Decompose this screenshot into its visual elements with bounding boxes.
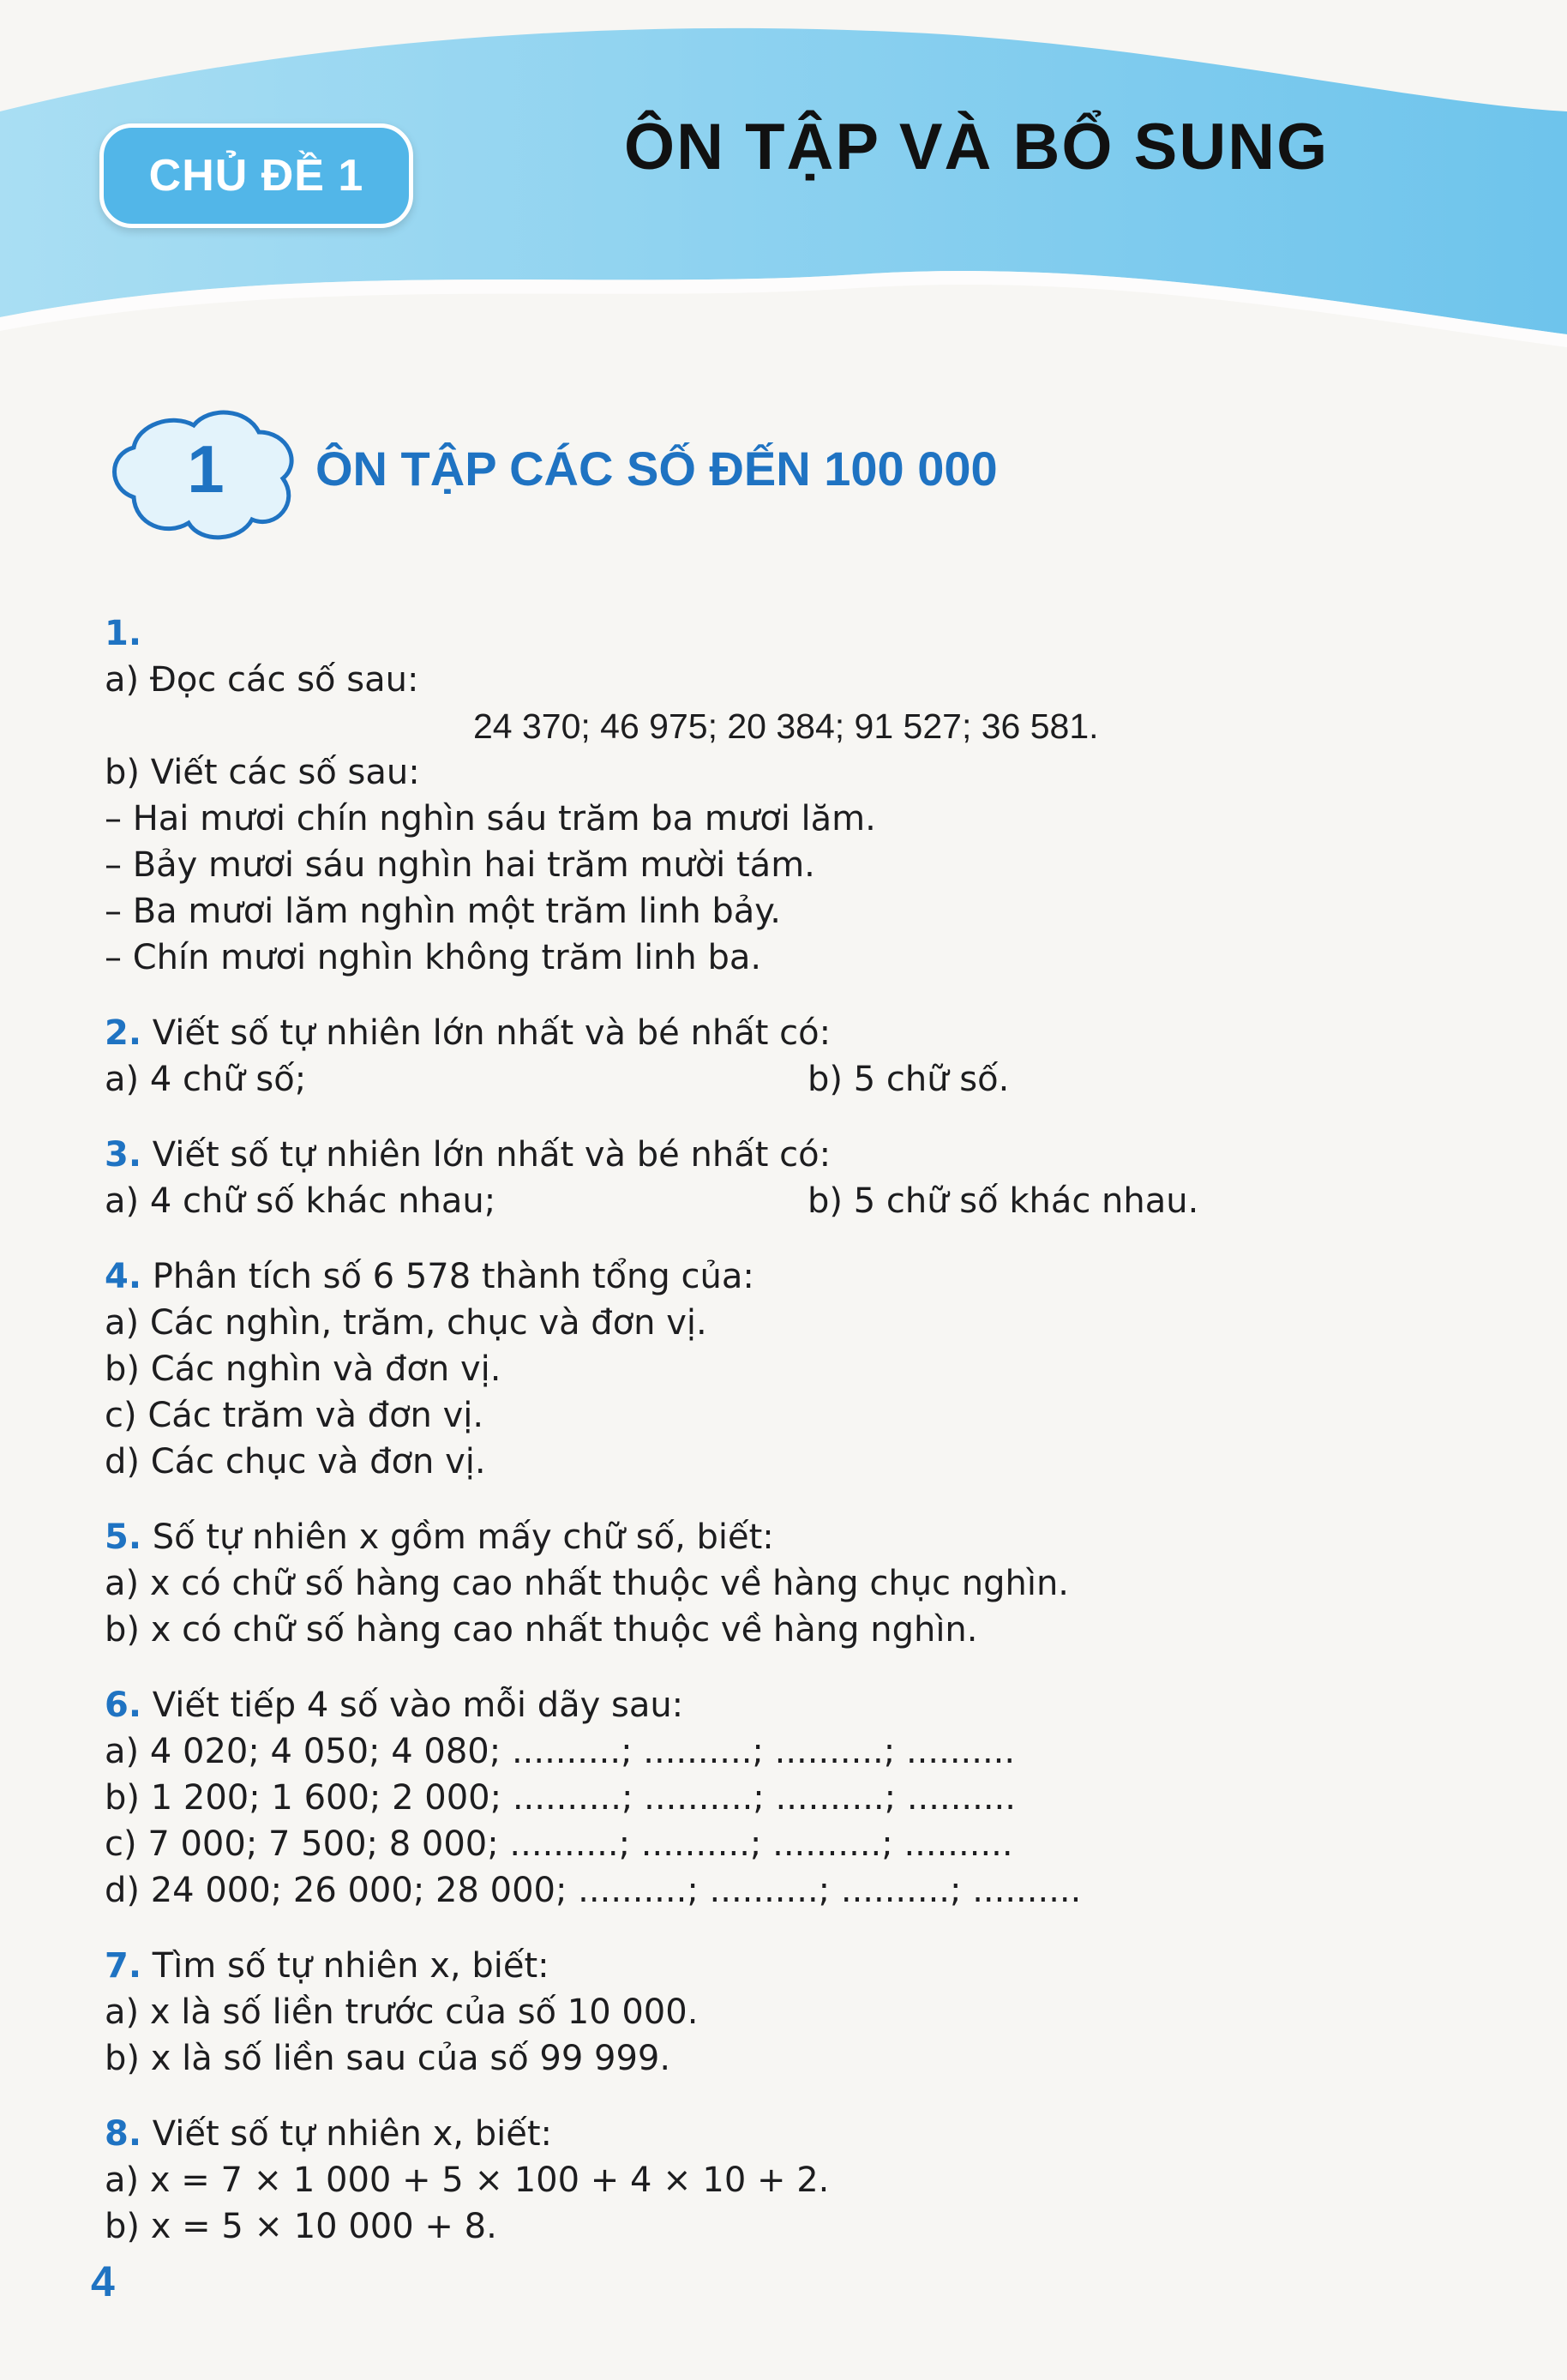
lesson-number: 1 [187, 431, 225, 507]
exercise-3 [105, 1132, 1442, 1224]
list-item: c) Các trăm và đơn vị. [105, 1396, 484, 1435]
exercise-2 [105, 1010, 1442, 1103]
exercise-number: 1. [105, 614, 142, 653]
exercise-prompt: Tìm số tự nhiên x, biết: [141, 1946, 549, 1986]
exercise-part: b) 5 chữ số khác nhau. [808, 1181, 1199, 1221]
chapter-badge: CHỦ ĐỀ 1 [99, 123, 413, 228]
exercise-part: a) 4 chữ số; [105, 1060, 307, 1099]
exercise-prompt: Viết số tự nhiên lớn nhất và bé nhất có: [141, 1013, 832, 1053]
exercise-number: 2. [105, 1013, 142, 1053]
exercise-5 [105, 1514, 1442, 1653]
exercise-number: 7. [105, 1946, 142, 1986]
list-item: b) Các nghìn và đơn vị. [105, 1349, 501, 1389]
exercise-number: 5. [105, 1518, 142, 1557]
exercise-part: a) 4 chữ số khác nhau; [105, 1181, 496, 1221]
list-item: – Chín mươi nghìn không trăm linh ba. [105, 938, 762, 977]
list-item: a) 4 020; 4 050; 4 080; ..........; ..........; ..........; .......... [105, 1732, 1016, 1771]
exercise-number: 8. [105, 2114, 142, 2154]
list-item: b) x = 5 × 10 000 + 8. [105, 2207, 497, 2246]
list-item: a) x có chữ số hàng cao nhất thuộc về hàng chục nghìn. [105, 1564, 1070, 1603]
exercise-prompt: Viết tiếp 4 số vào mỗi dãy sau: [141, 1686, 684, 1725]
list-item: d) Các chục và đơn vị. [105, 1442, 486, 1481]
exercise-number: 4. [105, 1257, 142, 1296]
list-item: b) x là số liền sau của số 99 999. [105, 2039, 671, 2078]
list-item: a) x là số liền trước của số 10 000. [105, 1992, 699, 2032]
list-item: a) x = 7 × 1 000 + 5 × 100 + 4 × 10 + 2. [105, 2161, 830, 2200]
list-item: – Hai mươi chín nghìn sáu trăm ba mươi lăm. [105, 799, 876, 838]
list-item: – Ba mươi lăm nghìn một trăm linh bảy. [105, 892, 781, 931]
list-item: – Bảy mươi sáu nghìn hai trăm mười tám. [105, 845, 815, 885]
exercise-prompt: Viết số tự nhiên lớn nhất và bé nhất có: [141, 1135, 832, 1175]
exercise-prompt: Viết số tự nhiên x, biết: [141, 2114, 552, 2154]
list-item: b) x có chữ số hàng cao nhất thuộc về hàng nghìn. [105, 1610, 978, 1650]
list-item: b) 1 200; 1 600; 2 000; ..........; ..........; ..........; .......... [105, 1778, 1016, 1818]
page-number: 4 [91, 2257, 115, 2305]
exercise-4 [105, 1253, 1442, 1485]
exercise-7 [105, 1943, 1442, 2082]
exercise-6 [105, 1682, 1442, 1914]
lesson-title: ÔN TẬP CÁC SỐ ĐẾN 100 000 [315, 442, 998, 496]
exercise-part: b) Viết các số sau: [105, 753, 420, 792]
exercise-number: 3. [105, 1135, 142, 1175]
exercise-list [105, 610, 1442, 2279]
exercise-1 [105, 610, 1442, 981]
list-item: d) 24 000; 26 000; 28 000; ..........; ..........; ..........; .......... [105, 1871, 1082, 1910]
exercise-part: b) 5 chữ số. [808, 1060, 1010, 1099]
list-item: c) 7 000; 7 500; 8 000; ..........; ..........; ..........; .......... [105, 1824, 1013, 1864]
exercise-part: a) Đọc các số sau: [105, 660, 419, 700]
chapter-title: ÔN TẬP VÀ BỔ SUNG [624, 111, 1330, 183]
exercise-prompt: Số tự nhiên x gồm mấy chữ số, biết: [141, 1518, 774, 1557]
exercise-8 [105, 2111, 1442, 2250]
list-item: a) Các nghìn, trăm, chục và đơn vị. [105, 1303, 707, 1343]
exercise-number: 6. [105, 1686, 142, 1725]
number-list: 24 370; 46 975; 20 384; 91 527; 36 581. [473, 706, 1099, 746]
exercise-prompt: Phân tích số 6 578 thành tổng của: [141, 1257, 754, 1296]
